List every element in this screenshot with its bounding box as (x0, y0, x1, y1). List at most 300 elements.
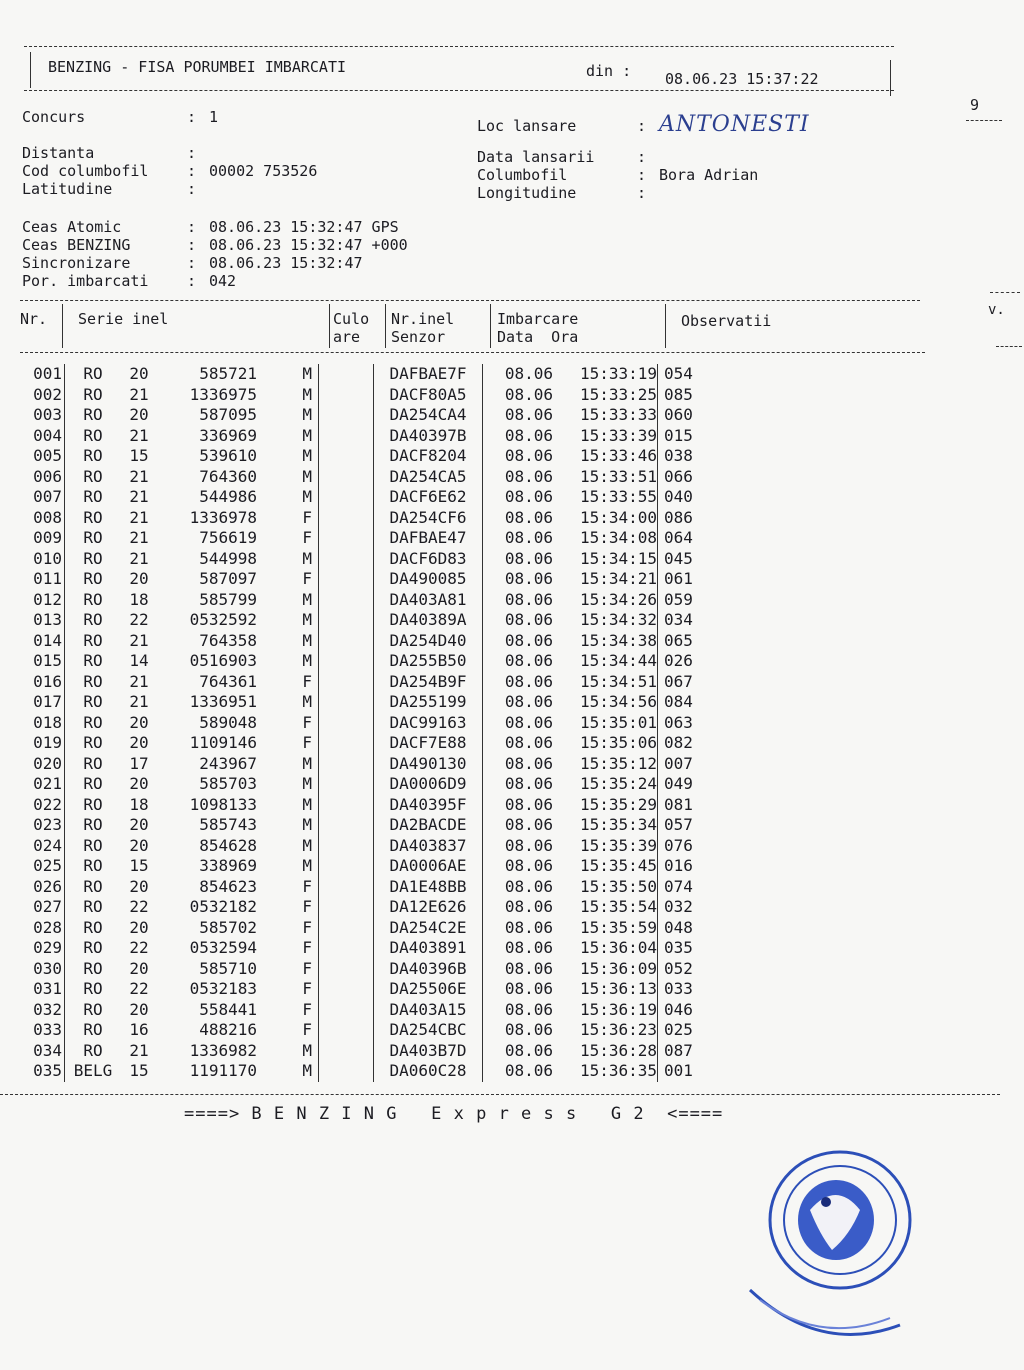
din-label: din : (586, 62, 632, 80)
col-header-serie: Serie inel (78, 310, 169, 328)
table-row (0, 446, 724, 467)
pigeon-sex: M (302, 774, 312, 793)
ring-country: RO (65, 651, 122, 672)
row-number: 005 (33, 446, 62, 465)
row-number: 004 (33, 425, 62, 445)
sensor-id: DA254CA4 (374, 405, 483, 426)
boarding-time: 15:35:45 (579, 856, 657, 875)
color-cell (319, 938, 374, 959)
boarding-time: 15:34:15 (579, 548, 657, 568)
boarding-time: 15:33:51 (579, 466, 657, 486)
ring-number: 488216 (199, 1020, 257, 1039)
ring-country: RO (65, 713, 122, 734)
side-note-rule-1 (990, 292, 1020, 293)
ring-country: RO (65, 528, 122, 549)
ring-year: 22 (129, 610, 149, 629)
ring-number: 589048 (199, 712, 257, 732)
handwritten-release-location: ANTONESTI (659, 112, 810, 137)
sensor-id: DA0006D9 (374, 774, 483, 795)
ring-number: 854623 (199, 876, 257, 896)
row-number: 031 (33, 979, 62, 998)
col-header-nrinel-1: Nr.inel (391, 310, 455, 328)
ring-country: RO (65, 590, 122, 611)
row-number: 002 (33, 384, 62, 404)
ring-year: 20 (129, 712, 149, 732)
pigeon-sex: F (302, 979, 312, 998)
ring-country: RO (65, 385, 122, 406)
sensor-id: DA403837 (374, 836, 483, 857)
info-latitudine: Latitudine : (22, 180, 197, 198)
ring-number: 243967 (199, 753, 257, 773)
color-cell (319, 426, 374, 447)
header-bottom-rule (24, 90, 894, 91)
row-number: 006 (33, 466, 62, 486)
boarding-time: 15:35:59 (579, 917, 657, 937)
boarding-time: 15:33:46 (579, 446, 657, 465)
table-row (0, 385, 724, 406)
header-sep-5 (665, 304, 666, 348)
ring-number: 0532183 (189, 979, 257, 998)
header-top-rule (24, 46, 894, 47)
boarding-date: 08.06 (483, 1041, 554, 1062)
ring-number: 764360 (199, 466, 257, 486)
row-number: 021 (33, 774, 62, 793)
sensor-id: DA403A81 (374, 590, 483, 611)
boarding-time: 15:34:51 (579, 671, 657, 691)
pigeon-sex: M (302, 446, 312, 465)
color-cell (319, 651, 374, 672)
col-header-nrinel-2: Senzor (391, 328, 446, 346)
table-header-bottom-rule (20, 352, 925, 353)
ring-country: RO (65, 508, 122, 529)
ring-year: 21 (129, 1040, 149, 1060)
ring-country: RO (65, 672, 122, 693)
club-stamp-seal (740, 1140, 920, 1360)
info-longitudine: Longitudine : (477, 184, 647, 202)
boarding-time: 15:35:01 (579, 712, 657, 732)
table-row (0, 815, 724, 836)
ring-number: 544998 (199, 548, 257, 568)
table-row (0, 713, 724, 734)
observation: 063 (658, 713, 725, 734)
sensor-id: DAFBAE7F (374, 364, 483, 385)
header-sep-2 (329, 304, 330, 348)
pigeon-sex: M (302, 692, 312, 711)
pigeon-sex: M (302, 425, 312, 445)
col-header-imbarcare-2: Data Ora (497, 328, 579, 346)
ring-year: 22 (129, 938, 149, 957)
row-number: 007 (33, 487, 62, 506)
row-number: 008 (33, 507, 62, 527)
ring-country: RO (65, 631, 122, 652)
sensor-id: DACF6E62 (374, 487, 483, 508)
observation: 066 (658, 467, 725, 488)
ring-year: 21 (129, 630, 149, 650)
boarding-date: 08.06 (483, 692, 554, 713)
ring-country: RO (65, 979, 122, 1000)
boarding-date: 08.06 (483, 836, 554, 857)
boarding-date: 08.06 (483, 610, 554, 631)
boarding-date: 08.06 (483, 795, 554, 816)
boarding-time: 15:35:06 (579, 733, 657, 752)
ring-country: RO (65, 467, 122, 488)
observation: 084 (658, 692, 725, 713)
boarding-date: 08.06 (483, 938, 554, 959)
boarding-date: 08.06 (483, 528, 554, 549)
row-number: 015 (33, 651, 62, 670)
ring-country: RO (65, 1041, 122, 1062)
observation: 034 (658, 610, 725, 631)
observation: 048 (658, 918, 725, 939)
boarding-date: 08.06 (483, 508, 554, 529)
ring-year: 20 (129, 815, 149, 834)
page-number: 9 (970, 96, 980, 114)
sensor-id: DA25506E (374, 979, 483, 1000)
color-cell (319, 815, 374, 836)
ring-country: RO (65, 405, 122, 426)
observation: 076 (658, 836, 725, 857)
boarding-time: 15:35:29 (579, 794, 657, 814)
sensor-id: DACF8204 (374, 446, 483, 467)
table-row (0, 1041, 724, 1062)
ring-year: 18 (129, 589, 149, 609)
observation: 086 (658, 508, 725, 529)
header-sep-3 (385, 304, 386, 348)
boarding-date: 08.06 (483, 426, 554, 447)
ring-year: 20 (129, 835, 149, 855)
pigeon-sex: F (302, 733, 312, 752)
table-row (0, 549, 724, 570)
color-cell (319, 610, 374, 631)
ring-country: RO (65, 569, 122, 590)
table-bottom-rule (0, 1094, 1000, 1095)
row-number: 023 (33, 815, 62, 834)
ring-number: 338969 (199, 856, 257, 875)
boarding-time: 15:33:19 (579, 364, 657, 383)
sensor-id: DA40397B (374, 426, 483, 447)
boarding-date: 08.06 (483, 631, 554, 652)
ring-country: BELG (65, 1061, 122, 1082)
ring-year: 15 (129, 1061, 149, 1080)
boarding-time: 15:36:28 (579, 1040, 657, 1060)
boarding-date: 08.06 (483, 467, 554, 488)
ring-number: 1098133 (189, 794, 257, 814)
ring-year: 20 (129, 569, 149, 588)
ring-number: 585799 (199, 589, 257, 609)
ring-year: 20 (129, 733, 149, 752)
info-cod-columbofil: Cod columbofil : 00002 753526 (22, 162, 318, 180)
pigeon-sex: M (302, 548, 312, 568)
pigeon-sex: F (302, 1020, 312, 1039)
pigeon-sex: M (302, 466, 312, 486)
color-cell (319, 405, 374, 426)
boarded-pigeons-table (0, 364, 724, 1082)
boarding-date: 08.06 (483, 446, 554, 467)
ring-number: 0516903 (189, 651, 257, 670)
boarding-date: 08.06 (483, 1000, 554, 1021)
sensor-id: DA254CA5 (374, 467, 483, 488)
pigeon-sex: M (302, 1061, 312, 1080)
color-cell (319, 528, 374, 549)
observation: 060 (658, 405, 725, 426)
color-cell (319, 918, 374, 939)
pigeon-sex: M (302, 1040, 312, 1060)
pigeon-sex: M (302, 753, 312, 773)
ring-country: RO (65, 1000, 122, 1021)
ring-country: RO (65, 692, 122, 713)
ring-year: 21 (129, 487, 149, 506)
ring-number: 764361 (199, 671, 257, 691)
ring-year: 16 (129, 1020, 149, 1039)
table-row (0, 979, 724, 1000)
color-cell (319, 364, 374, 385)
ring-year: 22 (129, 979, 149, 998)
header-left-edge (30, 52, 31, 88)
boarding-time: 15:34:44 (579, 651, 657, 670)
table-row (0, 1061, 724, 1082)
ring-country: RO (65, 610, 122, 631)
boarding-date: 08.06 (483, 1061, 554, 1082)
observation: 025 (658, 1020, 725, 1041)
ring-country: RO (65, 446, 122, 467)
observation: 033 (658, 979, 725, 1000)
ring-number: 0532182 (189, 897, 257, 916)
table-row (0, 426, 724, 447)
side-note: v. (988, 302, 1005, 318)
sensor-id: DA40395F (374, 795, 483, 816)
observation: 015 (658, 426, 725, 447)
ring-number: 585743 (199, 815, 257, 834)
row-number: 013 (33, 610, 62, 629)
table-row (0, 774, 724, 795)
boarding-date: 08.06 (483, 754, 554, 775)
col-header-observatii: Observatii (681, 312, 772, 330)
table-row (0, 754, 724, 775)
sensor-id: DA12E626 (374, 897, 483, 918)
table-row (0, 733, 724, 754)
ring-year: 21 (129, 384, 149, 404)
observation: 057 (658, 815, 725, 836)
color-cell (319, 487, 374, 508)
ring-year: 18 (129, 794, 149, 814)
ring-year: 20 (129, 999, 149, 1019)
boarding-date: 08.06 (483, 569, 554, 590)
ring-year: 20 (129, 774, 149, 793)
ring-number: 336969 (199, 425, 257, 445)
color-cell (319, 733, 374, 754)
boarding-time: 15:34:21 (579, 569, 657, 588)
pigeon-sex: M (302, 815, 312, 834)
row-number: 001 (33, 364, 62, 383)
color-cell (319, 959, 374, 980)
boarding-time: 15:35:24 (579, 774, 657, 793)
color-cell (319, 795, 374, 816)
ring-number: 587097 (199, 569, 257, 588)
pigeon-sex: M (302, 487, 312, 506)
info-data-lansarii: Data lansarii : (477, 148, 647, 166)
boarding-time: 15:33:25 (579, 384, 657, 404)
color-cell (319, 1020, 374, 1041)
ring-year: 15 (129, 856, 149, 875)
row-number: 009 (33, 528, 62, 547)
boarding-time: 15:33:55 (579, 487, 657, 506)
observation: 087 (658, 1041, 725, 1062)
row-number: 026 (33, 876, 62, 896)
pigeon-sex: F (302, 999, 312, 1019)
observation: 061 (658, 569, 725, 590)
boarding-time: 15:35:54 (579, 897, 657, 916)
ring-number: 1336975 (189, 384, 257, 404)
table-row (0, 528, 724, 549)
row-number: 017 (33, 692, 62, 711)
clock-sincronizare: Sincronizare : 08.06.23 15:32:47 (22, 254, 363, 272)
color-cell (319, 569, 374, 590)
observation: 082 (658, 733, 725, 754)
ring-year: 20 (129, 405, 149, 424)
color-cell (319, 1041, 374, 1062)
ring-number: 854628 (199, 835, 257, 855)
col-header-imbarcare-1: Imbarcare (497, 310, 579, 328)
pigeon-sex: F (302, 958, 312, 978)
boarding-time: 15:34:56 (579, 692, 657, 711)
boarding-time: 15:35:12 (579, 753, 657, 773)
info-concurs: Concurs : 1 (22, 108, 219, 126)
boarding-time: 15:34:08 (579, 528, 657, 547)
ring-number: 0532594 (189, 938, 257, 957)
pigeons-boarded: Por. imbarcati : 042 (22, 272, 237, 290)
header-sep-4 (490, 304, 491, 348)
pigeon-sex: F (302, 507, 312, 527)
ring-country: RO (65, 815, 122, 836)
boarding-time: 15:33:39 (579, 425, 657, 445)
row-number: 029 (33, 938, 62, 957)
row-number: 028 (33, 917, 62, 937)
table-row (0, 651, 724, 672)
sensor-id: DA490130 (374, 754, 483, 775)
sensor-id: DACF6D83 (374, 549, 483, 570)
table-row (0, 897, 724, 918)
sensor-id: DAFBAE47 (374, 528, 483, 549)
observation: 032 (658, 897, 725, 918)
boarding-date: 08.06 (483, 385, 554, 406)
side-note-rule-2 (996, 346, 1022, 347)
ring-country: RO (65, 918, 122, 939)
ring-country: RO (65, 877, 122, 898)
observation: 067 (658, 672, 725, 693)
sensor-id: DA403A15 (374, 1000, 483, 1021)
pigeon-sex: F (302, 671, 312, 691)
ring-country: RO (65, 364, 122, 385)
row-number: 010 (33, 548, 62, 568)
pigeon-sex: F (302, 897, 312, 916)
ring-year: 20 (129, 364, 149, 383)
boarding-time: 15:34:38 (579, 630, 657, 650)
ring-number: 544986 (199, 487, 257, 506)
row-number: 014 (33, 630, 62, 650)
table-row (0, 631, 724, 652)
row-number: 027 (33, 897, 62, 916)
boarding-date: 08.06 (483, 774, 554, 795)
clock-benzing: Ceas BENZING : 08.06.23 15:32:47 +000 (22, 236, 408, 254)
observation: 054 (658, 364, 725, 385)
color-cell (319, 856, 374, 877)
observation: 074 (658, 877, 725, 898)
observation: 040 (658, 487, 725, 508)
col-header-culoare-2: are (333, 328, 361, 346)
boarding-time: 15:35:39 (579, 835, 657, 855)
color-cell (319, 1000, 374, 1021)
ring-country: RO (65, 754, 122, 775)
color-cell (319, 1061, 374, 1082)
table-row (0, 877, 724, 898)
color-cell (319, 467, 374, 488)
table-header-top-rule (20, 300, 920, 301)
color-cell (319, 774, 374, 795)
sensor-id: DA0006AE (374, 856, 483, 877)
sensor-id: DA060C28 (374, 1061, 483, 1082)
boarding-time: 15:36:35 (579, 1061, 657, 1080)
ring-country: RO (65, 836, 122, 857)
observation: 049 (658, 774, 725, 795)
boarding-date: 08.06 (483, 897, 554, 918)
ring-country: RO (65, 938, 122, 959)
ring-number: 587095 (199, 405, 257, 424)
ring-country: RO (65, 795, 122, 816)
boarding-date: 08.06 (483, 1020, 554, 1041)
ring-number: 1336982 (189, 1040, 257, 1060)
sensor-id: DA2BACDE (374, 815, 483, 836)
pigeon-sex: M (302, 835, 312, 855)
ring-country: RO (65, 959, 122, 980)
ring-year: 17 (129, 753, 149, 773)
row-number: 018 (33, 712, 62, 732)
pigeon-sex: F (302, 876, 312, 896)
sensor-id: DA403891 (374, 938, 483, 959)
row-number: 024 (33, 835, 62, 855)
color-cell (319, 385, 374, 406)
boarding-date: 08.06 (483, 856, 554, 877)
row-number: 030 (33, 958, 62, 978)
color-cell (319, 713, 374, 734)
page-number-rule (966, 120, 1002, 121)
table-row (0, 590, 724, 611)
boarding-time: 15:36:23 (579, 1020, 657, 1039)
sensor-id: DACF7E88 (374, 733, 483, 754)
ring-number: 585721 (199, 364, 257, 383)
boarding-time: 15:33:33 (579, 405, 657, 424)
pigeon-sex: M (302, 589, 312, 609)
ring-country: RO (65, 1020, 122, 1041)
sensor-id: DA254CF6 (374, 508, 483, 529)
observation: 064 (658, 528, 725, 549)
ring-country: RO (65, 487, 122, 508)
print-datetime: 08.06.23 15:37:22 (665, 70, 819, 88)
boarding-date: 08.06 (483, 405, 554, 426)
info-distanta: Distanta : (22, 144, 197, 162)
observation: 016 (658, 856, 725, 877)
ring-year: 21 (129, 671, 149, 691)
ring-year: 20 (129, 876, 149, 896)
observation: 085 (658, 385, 725, 406)
color-cell (319, 877, 374, 898)
row-number: 032 (33, 999, 62, 1019)
boarding-date: 08.06 (483, 549, 554, 570)
observation: 052 (658, 959, 725, 980)
table-row (0, 569, 724, 590)
pigeon-sex: M (302, 405, 312, 424)
boarding-date: 08.06 (483, 651, 554, 672)
color-cell (319, 692, 374, 713)
